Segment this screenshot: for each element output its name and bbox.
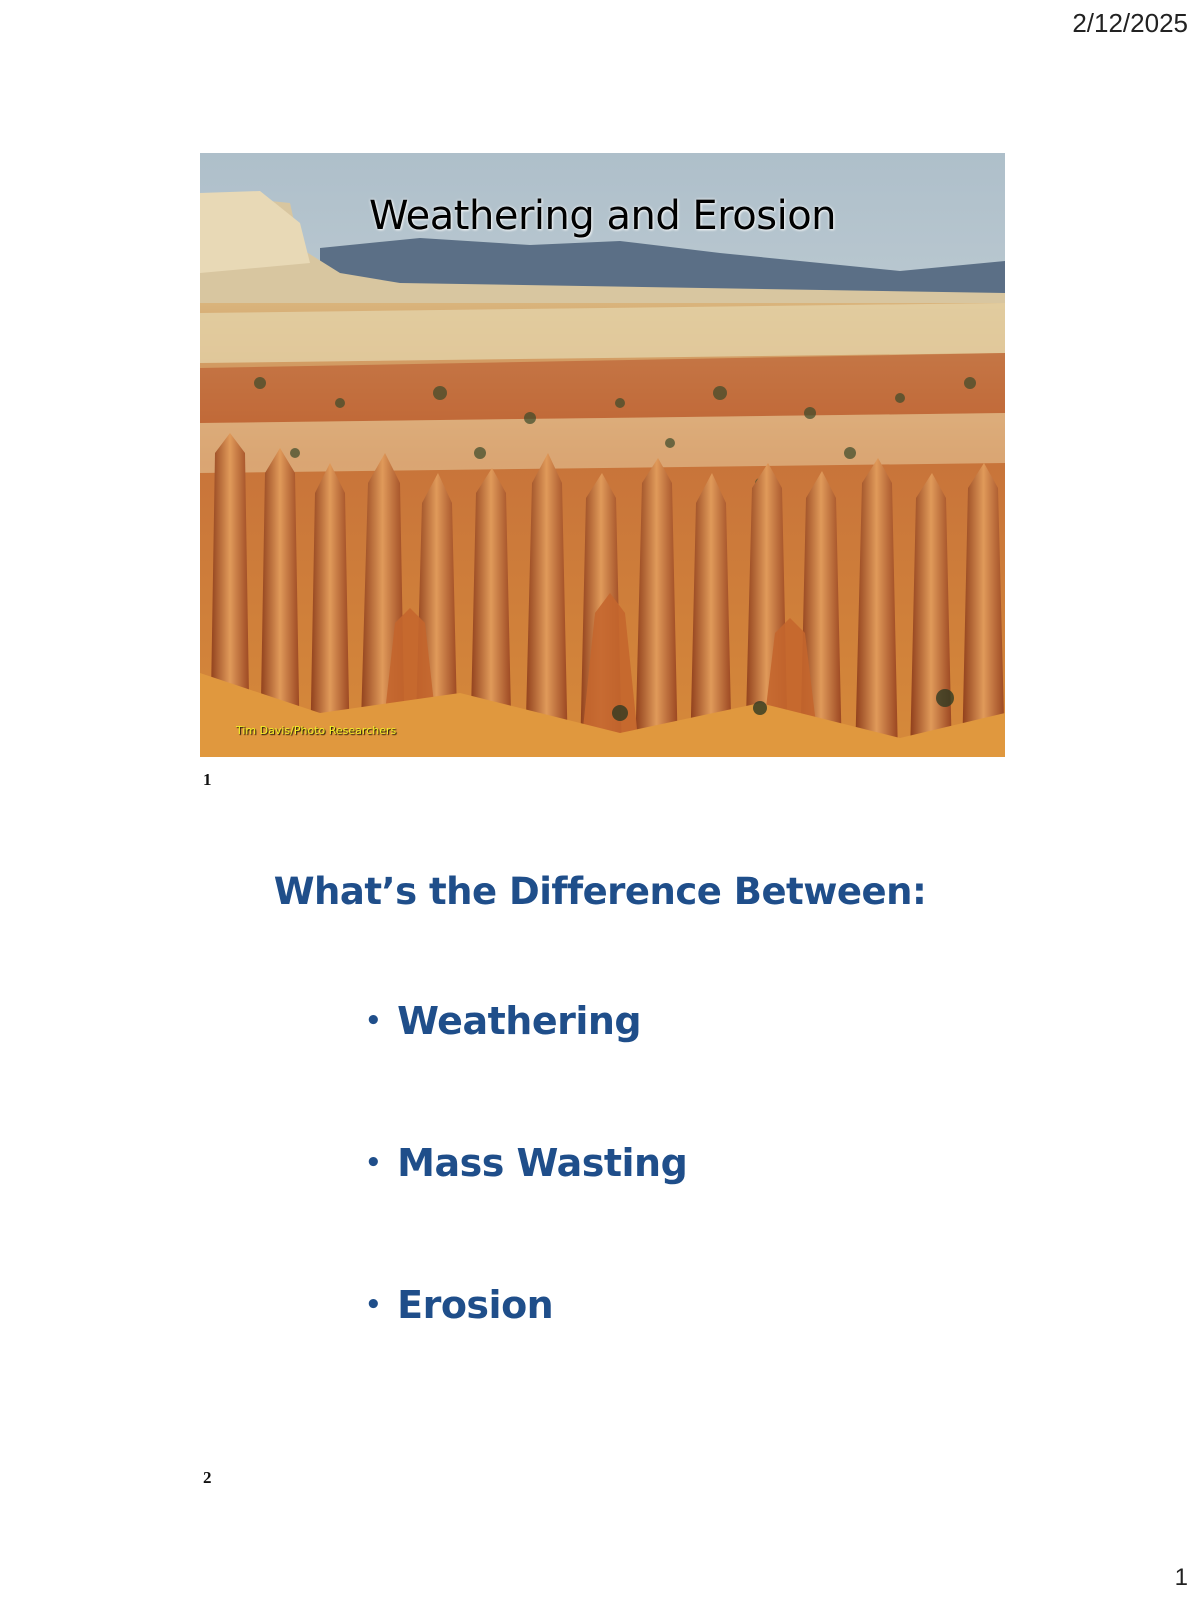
- bullet-item: [365, 1142, 687, 1284]
- bullet-dot-icon: •: [365, 1290, 382, 1320]
- slide-1-title: Weathering and Erosion: [368, 193, 837, 239]
- slide-1-number: 1: [203, 770, 212, 789]
- bullet-text: Weathering: [397, 999, 642, 1043]
- bullet-dot-icon: •: [365, 1006, 382, 1036]
- bullet-item: [365, 1284, 687, 1426]
- slide-2-title: What’s the Difference Between:: [273, 870, 927, 913]
- canyon-hoodoos-photo: [200, 153, 1005, 757]
- page-number: 1: [1174, 1564, 1188, 1591]
- bullet-text: Mass Wasting: [397, 1141, 688, 1185]
- bullet-dot-icon: •: [365, 1148, 382, 1178]
- slide-1: [200, 153, 1005, 757]
- bullet-text: Erosion: [397, 1283, 554, 1327]
- photo-credit: Tim Davis/Photo Researchers: [236, 724, 397, 737]
- slide-2-bullet-list: [365, 1000, 687, 1426]
- bullet-item: [365, 1000, 687, 1142]
- slide-2-number: 2: [203, 1468, 212, 1487]
- page-date: 2/12/2025: [1072, 8, 1188, 38]
